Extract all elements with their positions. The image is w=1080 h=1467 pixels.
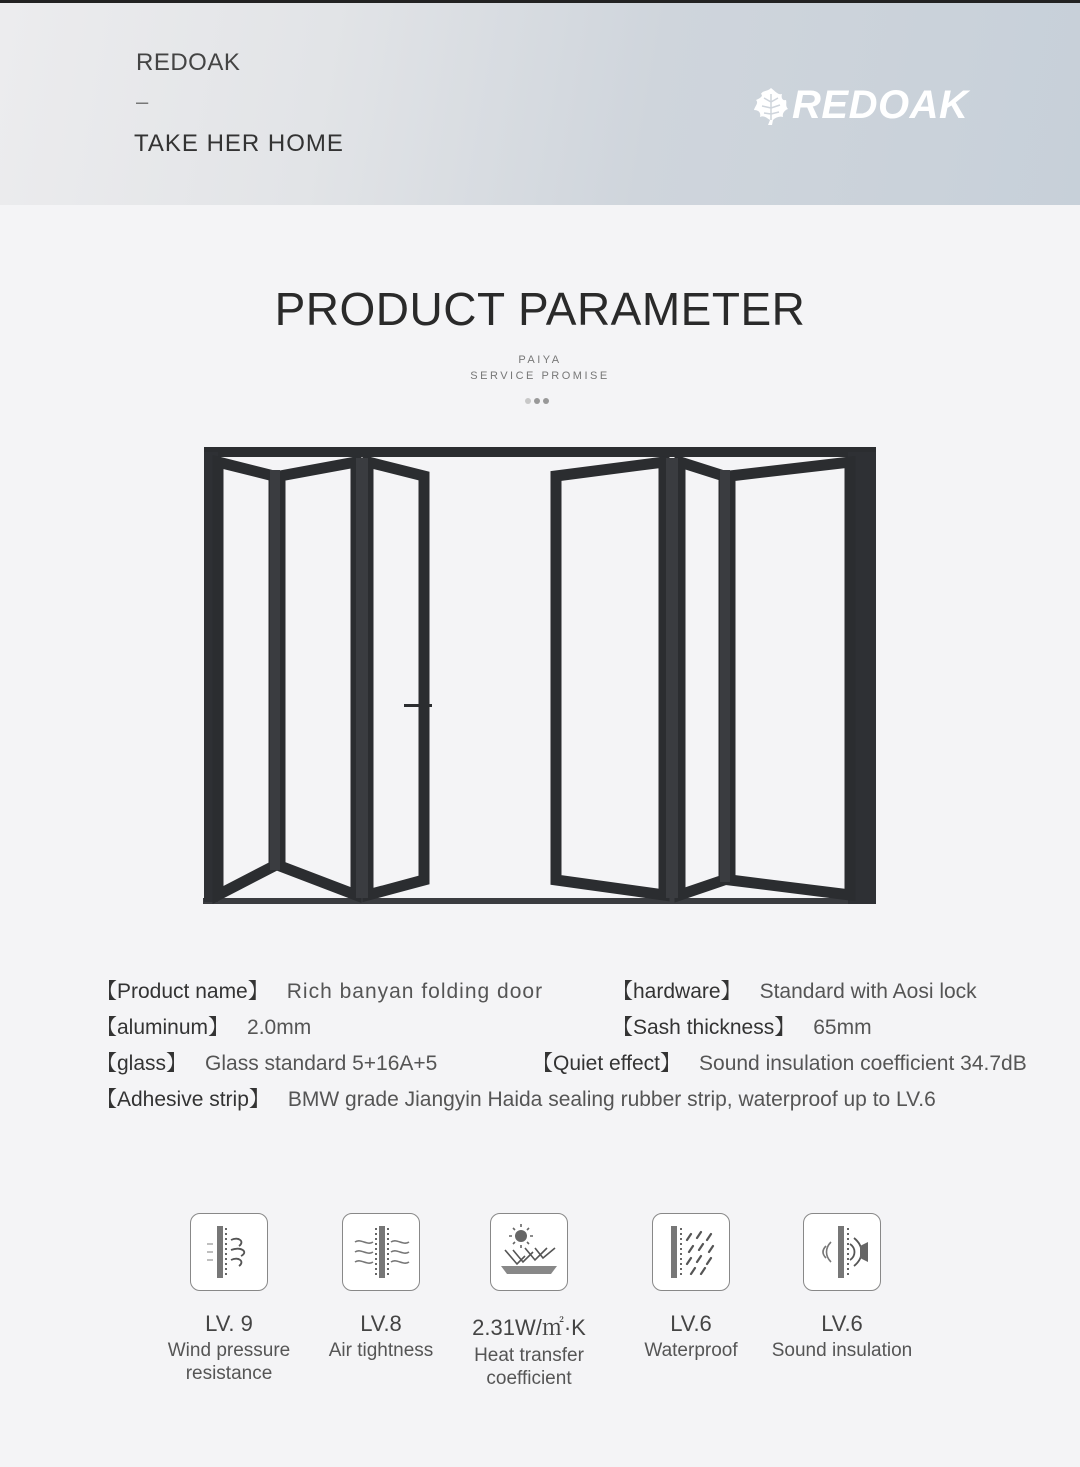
feature-label-1: Heat transfer	[474, 1345, 584, 1366]
param-value: Glass standard 5+16A+5	[205, 1052, 438, 1075]
feature-sound-insulation	[757, 1213, 927, 1364]
feature-waterproof	[606, 1213, 776, 1364]
header-banner	[0, 3, 1080, 205]
feature-icon-box	[190, 1213, 268, 1291]
feature-label-1: Sound insulation	[771, 1340, 913, 1361]
param-key: 【hardware】	[612, 980, 742, 1003]
feature-value: LV. 9	[205, 1311, 253, 1336]
feature-value: LV.6	[821, 1311, 863, 1336]
feature-value: LV.8	[360, 1311, 402, 1336]
feature-value: LV.6	[670, 1311, 712, 1336]
tagline: TAKE HER HOME	[134, 130, 344, 157]
oak-leaf-icon	[752, 86, 790, 126]
param-product-name	[96, 975, 543, 1005]
param-aluminum	[96, 1011, 311, 1041]
feature-label-2: resistance	[185, 1363, 273, 1384]
section-title: PRODUCT PARAMETER	[274, 283, 806, 335]
wind-pressure-icon	[199, 1220, 259, 1284]
section-subtitle-1: PAIYA	[518, 354, 562, 366]
param-key: 【Product name】	[96, 980, 269, 1003]
feature-icon-box	[652, 1213, 730, 1291]
param-adhesive-strip	[96, 1083, 936, 1113]
feature-label-1: Wind pressure	[167, 1340, 291, 1361]
brand-small-text: REDOAK	[136, 49, 241, 76]
carousel-dots	[525, 398, 549, 404]
param-key: 【glass】	[96, 1052, 188, 1075]
param-glass	[96, 1047, 437, 1077]
logo-text: REDOAK	[792, 83, 969, 127]
feature-wind-pressure	[144, 1213, 314, 1383]
param-key: 【Adhesive strip】	[96, 1088, 270, 1111]
param-hardware	[612, 975, 977, 1005]
air-tightness-icon	[349, 1220, 413, 1284]
param-value: 2.0mm	[247, 1016, 312, 1039]
section-subtitle-2: SERVICE PROMISE	[470, 370, 610, 382]
dot-2	[534, 398, 540, 404]
param-key: 【Quiet effect】	[532, 1052, 682, 1075]
dot-3	[543, 398, 549, 404]
param-quiet-effect	[532, 1047, 1027, 1077]
feature-icon-box	[342, 1213, 420, 1291]
feature-value: 2.31W/㎡·K	[472, 1315, 586, 1340]
param-sash-thickness	[612, 1011, 872, 1041]
redoak-logo	[752, 83, 968, 128]
param-value: BMW grade Jiangyin Haida sealing rubber strip, waterproof up to LV.6	[287, 1088, 936, 1111]
param-key: 【aluminum】	[96, 1016, 230, 1039]
dot-1	[525, 398, 531, 404]
heat-transfer-icon	[495, 1220, 563, 1284]
feature-air-tightness	[296, 1213, 466, 1364]
waterproof-icon	[659, 1220, 723, 1284]
folding-door-illustration	[200, 440, 880, 910]
param-value: Sound insulation coefficient 34.7dB	[699, 1052, 1027, 1075]
feature-label-1: Waterproof	[644, 1340, 738, 1361]
param-value: 65mm	[813, 1016, 872, 1039]
param-key: 【Sash thickness】	[612, 1016, 796, 1039]
param-value: Standard with Aosi lock	[759, 980, 977, 1003]
feature-icon-box	[803, 1213, 881, 1291]
param-value: Rich banyan folding door	[286, 980, 544, 1003]
feature-icon-box	[490, 1213, 568, 1291]
brand-divider: –	[136, 89, 149, 114]
sound-insulation-icon	[810, 1220, 874, 1284]
feature-label-1: Air tightness	[328, 1340, 434, 1361]
feature-label-2: coefficient	[486, 1368, 572, 1389]
feature-heat-transfer	[444, 1213, 614, 1388]
